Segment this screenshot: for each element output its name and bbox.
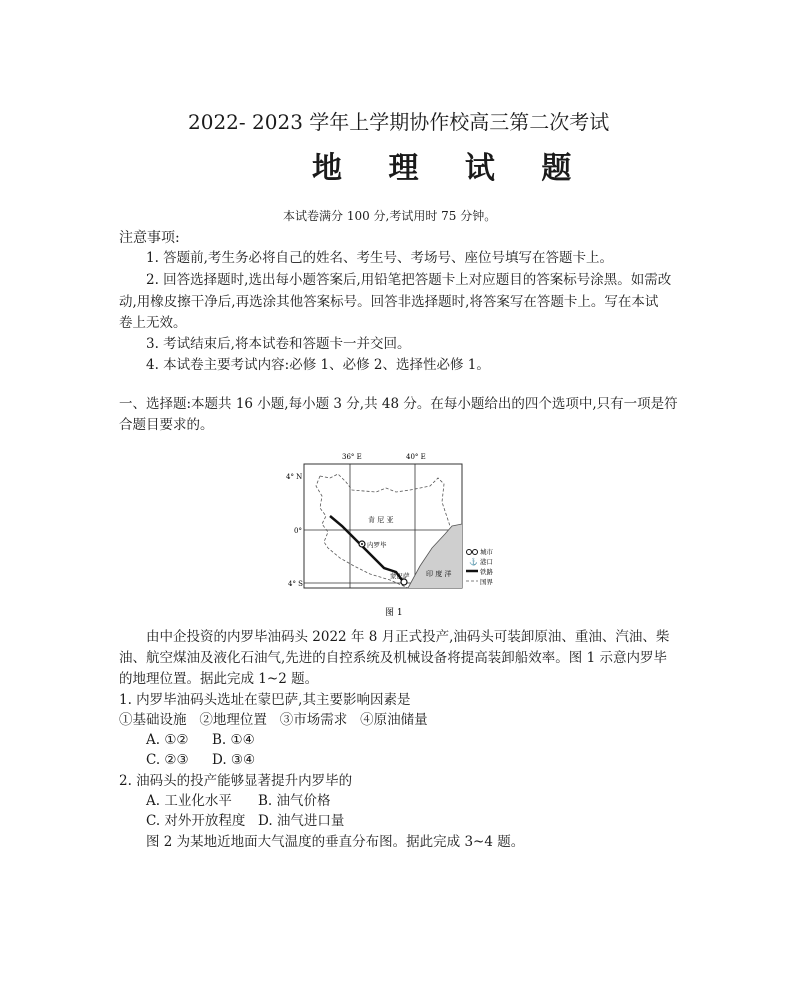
q2-option-d: D. 油气进口量	[258, 813, 345, 829]
passage1-line1: 由中企投资的内罗毕油码头 2022 年 8 月正式投产,油码头可装卸原油、重油、汽油、柴	[146, 629, 670, 645]
legend-city: 城市	[480, 548, 493, 556]
legend-city-icon-2	[473, 550, 478, 555]
lat-label-4n: 4° N	[286, 473, 303, 481]
q1-option-b: B. ①④	[212, 732, 255, 748]
notice-heading: 注意事项:	[119, 230, 180, 246]
figure1-caption: 图 1	[385, 608, 403, 618]
country-label: 肯 尼 亚	[368, 516, 394, 524]
city-label-mombasa: 蒙巴萨	[390, 572, 410, 580]
q1-stem: 1. 内罗毕油码头选址在蒙巴萨,其主要影响因素是	[119, 692, 411, 708]
q2-option-c: C. 对外开放程度	[146, 813, 246, 829]
legend-city-icon	[467, 550, 472, 555]
q1-items: ①基础设施 ②地理位置 ③市场需求 ④原油储量	[119, 712, 428, 728]
q2-option-a: A. 工业化水平	[146, 793, 232, 809]
legend-border: 国界	[480, 578, 493, 586]
q1-option-d: D. ③④	[212, 752, 256, 768]
notice-item-1: 1. 答题前,考生务必将自己的姓名、考生号、考场号、座位号填写在答题卡上。	[146, 250, 613, 266]
passage1-line3: 的地理位置。据此完成 1~2 题。	[119, 671, 319, 687]
legend-anchor-icon: ⚓	[469, 558, 478, 566]
q1-option-a: A. ①②	[146, 732, 189, 748]
legend-port: 港口	[480, 558, 493, 566]
notice-item-2-cont: 动,用橡皮擦干净后,再选涂其他答案标号。回答非选择题时,将答案写在答题卡上。写在本试	[119, 294, 659, 310]
city-label-nairobi: 内罗毕	[367, 541, 387, 549]
section1-line1: 一、选择题:本题共 16 小题,每小题 3 分,共 48 分。在每小题给出的四个选项中,只有一项是符	[119, 396, 678, 412]
q1-option-c: C. ②③	[146, 752, 189, 768]
subject-title: 地 理 试 题	[312, 151, 590, 186]
lon-label-40: 40° E	[406, 453, 426, 461]
notice-item-2-end: 卷上无效。	[119, 315, 187, 331]
lon-label-36: 36° E	[342, 453, 362, 461]
lat-label-4s: 4° S	[288, 580, 303, 588]
city-nairobi-dot	[361, 543, 363, 545]
railway-line	[330, 516, 402, 580]
legend-railway: 铁路	[480, 568, 493, 576]
figure1-map	[280, 448, 510, 623]
q2-option-b: B. 油气价格	[258, 793, 331, 809]
section1-line2: 合题目要求的。	[119, 417, 214, 433]
notice-item-4: 4. 本试卷主要考试内容:必修 1、必修 2、选择性必修 1。	[146, 357, 490, 373]
passage2-line: 图 2 为某地近地面大气温度的垂直分布图。据此完成 3~4 题。	[146, 834, 525, 850]
notice-item-2: 2. 回答选择题时,选出每小题答案后,用铅笔把答题卡上对应题目的答案标号涂黑。如需改	[146, 272, 672, 288]
exam-info: 本试卷满分 100 分,考试用时 75 分钟。	[283, 209, 497, 223]
lat-label-0: 0°	[294, 527, 302, 535]
ocean-area	[408, 524, 462, 588]
ocean-label: 印 度 洋	[426, 570, 452, 578]
exam-title: 2022- 2023 学年上学期协作校高三第二次考试	[188, 110, 610, 134]
notice-item-3: 3. 考试结束后,将本试卷和答题卡一并交回。	[146, 336, 411, 352]
passage1-line2: 油、航空煤油及液化石油气,先进的自控系统及机械设备将提高装卸船效率。图 1 示意内罗毕	[119, 650, 667, 666]
q2-stem: 2. 油码头的投产能够显著提升内罗毕的	[119, 773, 353, 789]
